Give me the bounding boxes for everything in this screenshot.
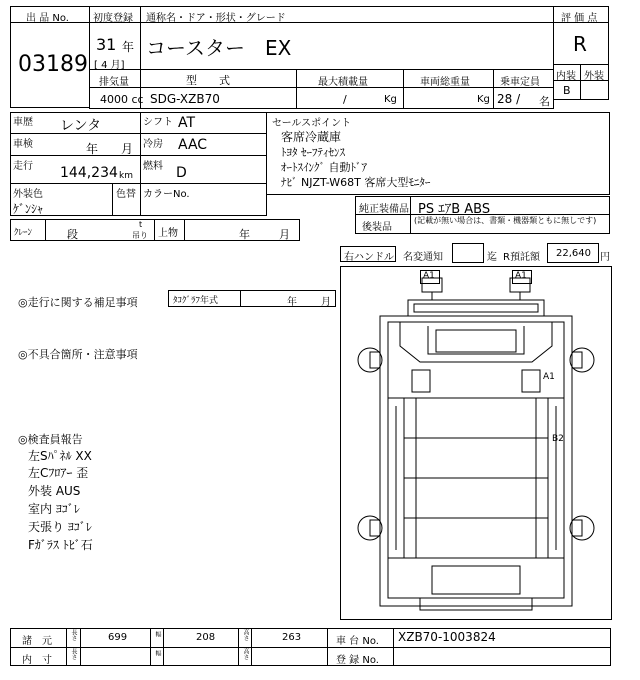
height-value: 263: [282, 632, 302, 643]
inspector-title: ◎検査員報告: [18, 433, 83, 446]
color-label: 外装色: [13, 189, 43, 200]
inspector-line: 天張り ﾖｺﾞﾚ: [28, 520, 92, 534]
grade-label: 評 価 点: [561, 13, 598, 24]
displacement-value: 4000 cc: [100, 93, 144, 106]
history-label: 車歴: [13, 117, 33, 128]
details-box: [10, 112, 267, 216]
sales-title: セールスポイント: [272, 118, 352, 129]
year-unit: 年: [122, 40, 135, 54]
sales-line: 客席冷蔵庫: [281, 130, 342, 144]
crane-box: [10, 219, 300, 241]
genuine-value: PS ｴｱB ABS: [418, 202, 491, 217]
interior-label: 内装: [556, 71, 576, 82]
inner-label: 内 寸: [22, 655, 52, 666]
color-no-label: カラーNo.: [143, 189, 190, 200]
aftermarket-label: 後装品: [362, 222, 392, 233]
r-label: 迄: [487, 252, 497, 263]
seats-value: 28 /: [497, 92, 521, 106]
height-label: 高さ: [242, 629, 249, 641]
damage-mark: A1: [515, 271, 527, 281]
inspector-line: 左Cﾌﾛｱｰ 歪: [28, 466, 89, 480]
rhd-label: 右ハンドル: [344, 252, 394, 263]
first-reg-label: 初度登録: [93, 13, 133, 24]
inspector-line: 外装 AUS: [28, 484, 81, 498]
inspection-year: 年: [86, 142, 99, 156]
capacity-label: 最大積載量: [318, 77, 368, 88]
lift-month: 月: [279, 228, 290, 241]
length-label: 長さ: [70, 629, 77, 641]
inspection-month: 月: [121, 142, 134, 156]
ac-label: 冷房: [143, 139, 163, 150]
r-amount: 22,640: [556, 248, 591, 259]
model-label: 型 式: [186, 74, 230, 87]
vehicle-diagram: [340, 266, 612, 620]
inspector-line: 左Sﾊﾟﾈﾙ XX: [28, 449, 92, 463]
lift-year: 年: [239, 228, 250, 241]
spec-label: 諸 元: [22, 636, 52, 647]
width-value: 208: [196, 632, 216, 643]
grade-value: R: [573, 32, 587, 56]
r-unit: 円: [600, 252, 610, 263]
inner-length-label: 長さ: [70, 648, 77, 660]
chassis-label: 車 台 No.: [336, 636, 379, 647]
aftermarket-note: (記載が無い場合は、書類・機器類ともに無しです): [414, 216, 597, 225]
seats-label: 乗車定員: [500, 77, 540, 88]
genuine-label: 純正装備品: [359, 204, 409, 215]
model-name: コースター EX: [146, 36, 292, 60]
name-label: 通称名・ドア・形状・グレード: [146, 13, 286, 24]
fuel-value: D: [176, 165, 187, 181]
mileage-label: 走行: [13, 161, 33, 172]
mileage-unit: km: [119, 171, 133, 181]
seats-unit: 名: [539, 95, 550, 108]
gross-label: 車両総重量: [420, 77, 470, 88]
width-label: 幅: [154, 631, 161, 637]
lot-number: 03189: [18, 52, 88, 77]
model-value: SDG-XZB70: [150, 92, 220, 106]
tacho-month: 月: [321, 297, 331, 308]
mileage-value: 144,234: [60, 165, 118, 181]
inner-height-label: 高さ: [242, 648, 249, 660]
tacho-year: 年: [287, 297, 297, 308]
gross-unit: Kg: [477, 94, 490, 105]
sales-line: ﾅﾋﾞ NJZT-W68T 客席大型ﾓﾆﾀｰ: [281, 176, 431, 189]
crane-hoist: 吊り: [132, 231, 148, 240]
shift-label: シフト: [143, 117, 173, 128]
name-change-box: [452, 243, 484, 263]
chassis-value: XZB70-1003824: [398, 630, 496, 644]
sales-line: ﾄﾖﾀ ｾｰﾌﾃｨｾﾝｽ: [281, 146, 345, 159]
color-code-label: 色替: [116, 189, 136, 200]
inspector-line: 室内 ﾖｺﾞﾚ: [28, 502, 80, 516]
running-title: ◎走行に関する補足事項: [18, 296, 138, 309]
length-value: 699: [108, 632, 128, 643]
interior-value: B: [563, 84, 571, 97]
ac-value: AAC: [178, 137, 208, 153]
crane-stage: 段: [67, 228, 78, 241]
damage-mark: B2: [552, 434, 564, 444]
inspector-line: Fｶﾞﾗｽ ﾄﾋﾞ石: [28, 538, 93, 552]
r-inspection-label: R預託額: [503, 252, 540, 263]
crane-label: ｸﾚｰﾝ: [14, 228, 33, 238]
year-value: 31: [96, 35, 117, 54]
reg-label: 登 録 No.: [336, 655, 379, 666]
name-change-label: 名変通知: [403, 252, 443, 263]
inner-width-label: 幅: [154, 650, 161, 656]
capacity-unit: Kg: [384, 94, 397, 105]
color-value: ｹﾞﾝｼｬ: [13, 202, 44, 216]
displacement-label: 排気量: [99, 77, 129, 88]
damage-mark: A1: [423, 271, 435, 281]
crane-t: t: [139, 220, 143, 229]
fuel-label: 燃料: [143, 161, 163, 172]
capacity-value: /: [343, 93, 347, 106]
sales-line: ｵｰﾄｽｲﾝｸﾞ 自動ﾄﾞｱ: [281, 161, 367, 174]
lift-label: 上物: [158, 228, 178, 239]
damage-mark: A1: [543, 372, 555, 382]
defects-title: ◎不具合箇所・注意事項: [18, 348, 138, 361]
exterior-label: 外装: [584, 71, 604, 82]
month-value: [ 4 月]: [94, 60, 125, 71]
tacho-label: ﾀｺｸﾞﾗﾌ年式: [173, 296, 219, 306]
shift-value: AT: [178, 115, 196, 131]
history-value: レンタ: [60, 118, 102, 134]
lot-label: 出 品 No.: [26, 13, 69, 24]
inspection-label: 車検: [13, 139, 33, 150]
